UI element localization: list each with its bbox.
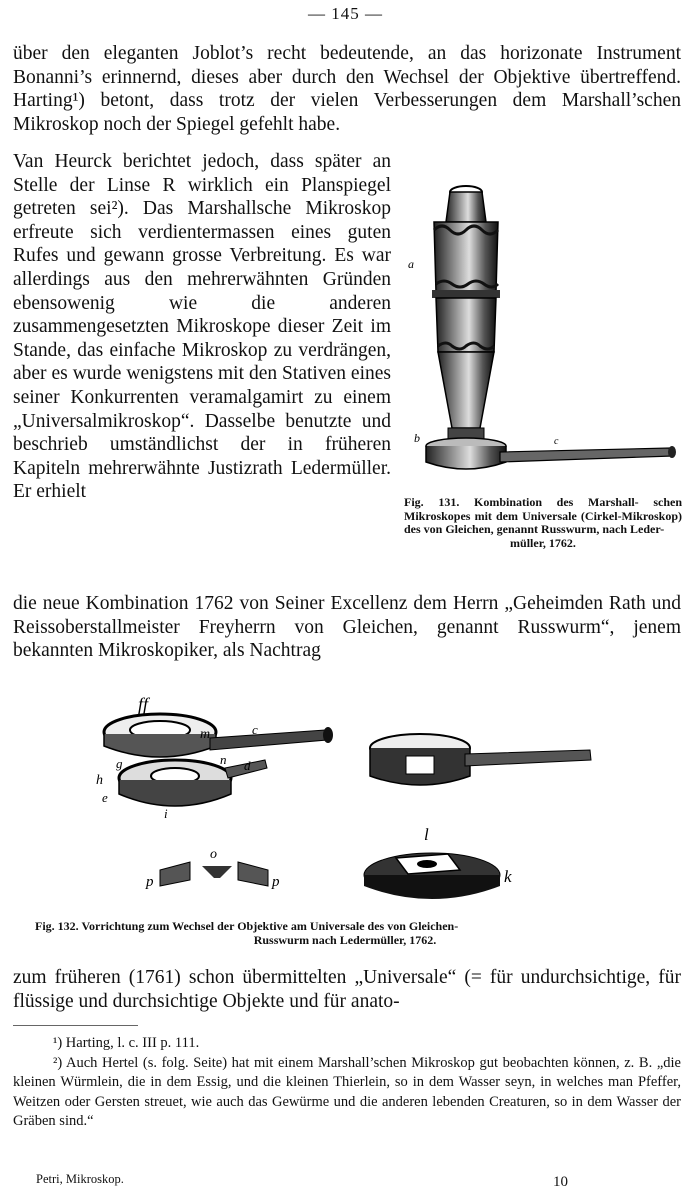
figure-131-microscope-illustration: [400, 180, 685, 490]
page-number: — 145 —: [308, 4, 383, 23]
stage-base: [426, 446, 506, 469]
objective-cone: [438, 352, 494, 428]
figure-132-label-l: l: [424, 825, 429, 844]
figure-132-label-p-right: p: [272, 874, 280, 890]
figure-132-label-e: e: [102, 790, 108, 805]
paragraph-top: über den eleganten Joblot’s recht bedeutende, an das horizonate Instrument Bonanni’s erinnernd, dieses aber durch den Wechsel der Objektive übertreffend. Harting¹) betont, dass trotz der vielen Verbesserungen dem Marshall’schen Mikroskop noch der Spiegel gefehlt habe.: [13, 43, 681, 135]
paragraph-last: zum früheren (1761) schon übermittelten „Universale“ (= für undurchsichtige, für flüssige und durchsichtige Objekte und für anato-: [13, 967, 681, 1012]
signature-line: Petri, Mikroskop.: [36, 1172, 124, 1186]
figure-132-label-c: c: [252, 722, 258, 737]
figure-131-label-a: a: [408, 257, 414, 271]
figure-131-caption-line: genannt Russwurm, nach Leder-: [496, 522, 665, 536]
figure-131-label-b: b: [414, 431, 420, 445]
footnote-divider: [13, 1025, 138, 1026]
figure-132-label-m: m: [200, 727, 211, 742]
figure-132-label-g: g: [116, 756, 123, 771]
figure-132-label-n: n: [220, 752, 227, 767]
figure-131-label-c: c: [554, 436, 559, 447]
eyepiece: [446, 186, 486, 222]
single-ring-assembly: [370, 734, 591, 785]
figure-132-objective-changer-illustration: [60, 690, 620, 915]
figure-132-caption-line: Russwurm nach Ledermüller, 1762.: [253, 932, 437, 947]
figure-132-label-p-left: p: [146, 874, 154, 890]
footnote-1: ¹) Harting, l. c. III p. 111.: [53, 1035, 200, 1051]
paragraph-wrapped: Van Heurck berichtet jedoch, dass später an Stelle der Linse R wirklich ein Planspiegel getreten sei²). Das Marshallsche Mikroskop erfreute sich verdientermassen eines guten Rufes und gewann grosse Verbreitung. Es war allerdings aus den mehrerwähnten Gründen ebensowenig wie die anderen zusammengesetzten Mikroskope dieser Zeit im Stande, das einfache Mikroskop zu verdrängen, aber es wurde wenigstens mit den Stativen eines seiner Konkurrenten veramalgamirt zu einem „Universalmikroskop“. Dasselbe benutzte und beschrieb umständlichst der in früheren Kapiteln mehrerwähnte Justizrath Ledermüller. Er erhielt: [13, 151, 391, 503]
figure-131-caption-line: müller, 1762.: [510, 535, 576, 550]
figure-131-caption-line: Fig. 131. Kombination des Marshall-: [404, 495, 639, 509]
figure-131-caption: [404, 496, 682, 550]
figure-132-label-k: k: [504, 867, 512, 886]
sheet-number: 10: [553, 1174, 568, 1190]
figure-132-label-o: o: [210, 847, 217, 862]
figure-132-label-h: h: [96, 773, 103, 788]
footnote-2: ²) Auch Hertel (s. folg. Seite) hat mit einem Marshall’schen Mikroskop gut beobachten können, z. B. „die kleinen Würmlein, die in dem Essig, und die kleinen Thierlein, so in dem Wasser seyn, in welches man Pfeffer, Weitzen oder Gersten streuet, wie auch das Gewürme und die anderen lebenden Creaturen, so in dem Wasser der Gräben sind.“: [13, 1054, 681, 1130]
figure-132-label-i: i: [164, 806, 168, 821]
paragraph-continued: die neue Kombination 1762 von Seiner Excellenz dem Herrn „Geheimden Rath und Reissoberstallmeister Freyherrn von Gleichen, genannt Russwurm“, jenem bekannten Mikroskopiker, als Nachtrag: [13, 593, 681, 662]
figure-132-caption-line: Fig. 132. Vorrichtung zum Wechsel der Objektive am Universale des von Gleichen-: [35, 919, 459, 933]
footnotes: [13, 1034, 681, 1132]
disc-with-plate: [364, 853, 500, 899]
figure-132-label-d: d: [244, 758, 251, 773]
horizontal-arm: [500, 448, 672, 462]
double-ring-assembly: [104, 714, 333, 806]
slider-parts: [160, 862, 268, 886]
figure-132-label-f: ff: [138, 694, 149, 714]
figure-131-caption-line: (Cirkel-Mikroskop) des von Gleichen,: [404, 508, 683, 536]
figure-131-caption-line: schen Mikroskopes mit dem Universale: [404, 495, 683, 523]
figure-132-caption: [35, 920, 655, 947]
middle-band: [432, 290, 500, 298]
